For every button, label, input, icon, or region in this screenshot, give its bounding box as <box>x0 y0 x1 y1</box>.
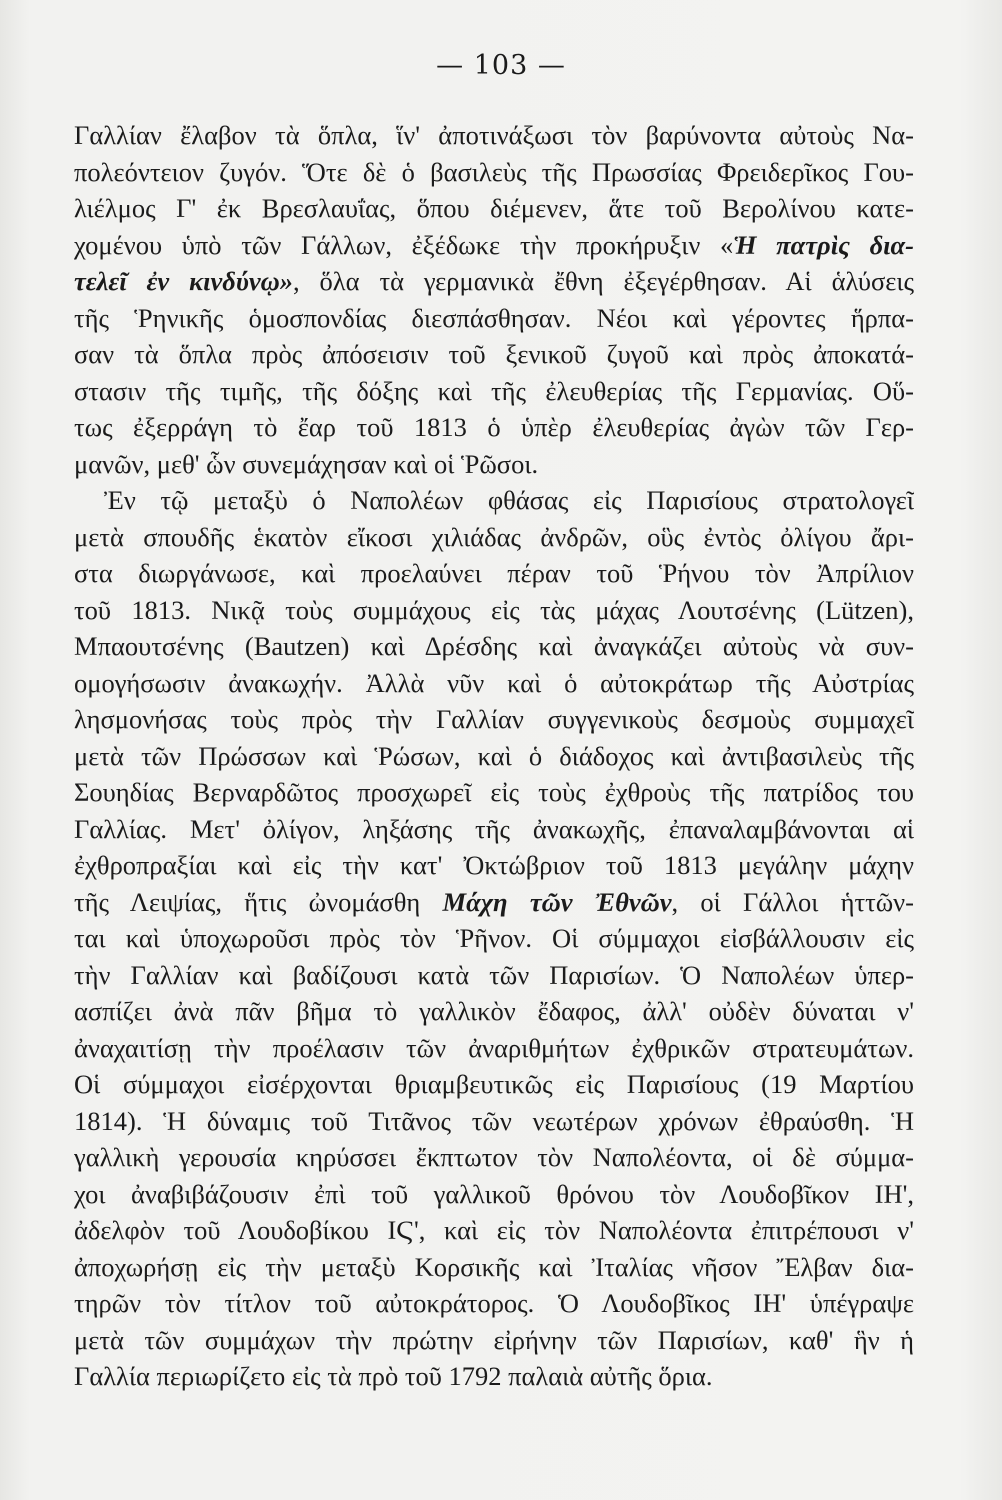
text-run: τὴν Γαλλίαν καὶ βαδίζουσι κατὰ τῶν Παρισίων. Ὁ Ναπολέων ὑπερ- <box>74 959 914 990</box>
text-run: στα διωργάνωσε, καὶ προελαύνει πέραν τοῦ Ῥήνου τὸν Ἀπρίλιον <box>74 558 914 588</box>
text-run: γαλλικὴ γερουσία κηρύσσει ἔκπτωτον τὸν Ναπολέοντα, οἱ δὲ σύμμα- <box>74 1142 914 1172</box>
text-line <box>74 409 914 446</box>
text-run: Σουηδίας Βερναρδῶτος προσχωρεῖ εἰς τοὺς ἐχθροὺς τῆς πατρίδος του <box>74 777 914 807</box>
text-line <box>74 482 914 519</box>
text-line <box>74 1285 914 1322</box>
text-line <box>74 190 914 227</box>
text-line <box>74 738 914 775</box>
text-run: λιέλμος Γ' ἐκ Βρεσλαυΐας, ὅπου διέμενεν, ἅτε τοῦ Βερολίνου κατε- <box>74 193 914 223</box>
text-run: ται καὶ ὑποχωροῦσι πρὸς τὸν Ῥῆνον. Οἱ σύμμαχοι εἰσβάλλουσιν εἰς <box>74 923 914 953</box>
emphasized-phrase: τελεῖ ἐν κινδύνῳ» <box>74 266 293 296</box>
text-line <box>74 665 914 702</box>
text-run: Γαλλίαν ἔλαβον τὰ ὅπλα, ἵν' ἀποτινάξωσι τὸν βαρύνοντα αὐτοὺς Να- <box>74 120 914 150</box>
text-run: μετὰ σπουδῆς ἑκατὸν εἴκοσι χιλιάδας ἀνδρῶν, οὓς ἐντὸς ὀλίγου ἄρι- <box>74 521 914 552</box>
text-line <box>74 446 914 483</box>
text-line <box>74 1322 914 1359</box>
text-line <box>74 373 914 410</box>
text-line <box>74 519 914 556</box>
text-run: ἀδελφὸν τοῦ Λουδοβίκου ΙϚ', καὶ εἰς τὸν Ναπολέοντα ἐπιτρέπουσι ν' <box>74 1215 914 1245</box>
text-line <box>74 300 914 337</box>
text-line <box>74 774 914 811</box>
text-run: σαν τὰ ὅπλα πρὸς ἀπόσεισιν τοῦ ξενικοῦ ζυγοῦ καὶ πρὸς ἀποκατά- <box>74 339 914 369</box>
text-run: 1814). Ἡ δύναμις τοῦ Τιτᾶνος τῶν νεωτέρων χρόνων ἐθραύσθη. Ἡ <box>74 1105 914 1136</box>
text-run: ομογήσωσιν ἀνακωχήν. Ἀλλὰ νῦν καὶ ὁ αὐτοκράτωρ τῆς Αὐστρίας <box>74 667 914 698</box>
text-run: μετὰ τῶν συμμάχων τὴν πρώτην εἰρήνην τῶν Παρισίων, καθ' ἣν ἡ <box>74 1324 914 1355</box>
text-line <box>74 811 914 848</box>
text-line <box>74 592 914 629</box>
text-run: χοι ἀναβιβάζουσιν ἐπὶ τοῦ γαλλικοῦ θρόνου τὸν Λουδοβῖκον ΙΗ', <box>74 1178 914 1209</box>
text-run: τῆς Λειψίας, ἥτις ὠνομάσθη <box>74 886 443 917</box>
text-line <box>74 1030 914 1067</box>
text-line <box>74 701 914 738</box>
text-run: , οἱ Γάλλοι ἡττῶν- <box>671 886 914 917</box>
text-run: χομένου ὑπὸ τῶν Γάλλων, ἐξέδωκε τὴν προκήρυξιν « <box>74 229 734 260</box>
text-run: Ἐν τῷ μεταξὺ ὁ Ναπολέων φθάσας εἰς Παρισίους στρατολογεῖ <box>104 485 914 515</box>
text-run: Γαλλία περιωρίζετο εἰς τὰ πρὸ τοῦ 1792 παλαιὰ αὐτῆς ὅρια. <box>74 1361 713 1391</box>
text-run: τοῦ 1813. Νικᾷ τοὺς συμμάχους εἰς τὰς μάχας Λουτσένης (Lützen), <box>74 594 914 625</box>
emphasized-phrase: Μάχη τῶν Ἐθνῶν <box>442 886 672 917</box>
text-line <box>74 1066 914 1103</box>
text-line <box>74 847 914 884</box>
text-line <box>74 154 914 191</box>
text-run: πολεόντειον ζυγόν. Ὅτε δὲ ὁ βασιλεὺς τῆς Πρωσσίας Φρειδερῖκος Γου- <box>74 156 914 187</box>
text-line <box>74 628 914 665</box>
text-line <box>74 336 914 373</box>
text-run: ἐχθροπραξίαι καὶ εἰς τὴν κατ' Ὀκτώβριον τοῦ 1813 μεγάλην μάχην <box>74 850 914 880</box>
text-run: ασπίζει ἀνὰ πᾶν βῆμα τὸ γαλλικὸν ἔδαφος, ἀλλ' οὐδὲν δύναται ν' <box>74 996 914 1026</box>
text-line <box>74 957 914 994</box>
emphasized-phrase: Ἡ πατρὶς δια- <box>733 229 914 260</box>
text-run: , ὅλα τὰ γερμανικὰ ἔθνη ἐξεγέρθησαν. Αἱ ἁλύσεις <box>293 266 914 296</box>
text-run: ἀναχαιτίσῃ τὴν προέλασιν τῶν ἀναριθμήτων ἐχθρικῶν στρατευμάτων. <box>74 1032 914 1063</box>
text-run: ἀποχωρήσῃ εἰς τὴν μεταξὺ Κορσικῆς καὶ Ἰταλίας νῆσον Ἔλβαν δια- <box>74 1251 914 1282</box>
text-run: τηρῶν τὸν τίτλον τοῦ αὐτοκράτορος. Ὁ Λουδοβῖκος ΙΗ' ὑπέγραψε <box>74 1288 914 1318</box>
text-line <box>74 227 914 264</box>
text-line <box>74 1176 914 1213</box>
text-run: τως ἐξερράγη τὸ ἔαρ τοῦ 1813 ὁ ὑπὲρ ἐλευθερίας ἀγὼν τῶν Γερ- <box>74 412 914 442</box>
text-run: λησμονήσας τοὺς πρὸς τὴν Γαλλίαν συγγενικοὺς δεσμοὺς συμμαχεῖ <box>74 704 914 734</box>
text-run: Γαλλίας. Μετ' ὀλίγον, ληξάσης τῆς ἀνακωχῆς, ἐπαναλαμβάνονται αἱ <box>74 813 914 844</box>
page-number: — 103 — <box>436 50 566 81</box>
text-line <box>74 1358 914 1395</box>
text-run: τῆς Ῥηνικῆς ὁμοσπονδίας διεσπάσθησαν. Νέοι καὶ γέροντες ἥρπα- <box>74 302 914 333</box>
text-run: μετὰ τῶν Πρώσσων καὶ Ῥώσων, καὶ ὁ διάδοχος καὶ ἀντιβασιλεὺς τῆς <box>74 740 914 771</box>
text-line <box>74 1139 914 1176</box>
body-text <box>74 117 914 1395</box>
text-line <box>74 263 914 300</box>
text-line <box>74 1212 914 1249</box>
text-line <box>74 1103 914 1140</box>
text-run: μανῶν, μεθ' ὧν συνεμάχησαν καὶ οἱ Ῥῶσοι. <box>74 448 539 479</box>
text-run: στασιν τῆς τιμῆς, τῆς δόξης καὶ τῆς ἐλευθερίας τῆς Γερμανίας. Οὕ- <box>74 375 914 406</box>
text-line <box>74 117 914 154</box>
text-line <box>74 920 914 957</box>
text-run: Οἱ σύμμαχοι εἰσέρχονται θριαμβευτικῶς εἰς Παρισίους (19 Μαρτίου <box>74 1069 914 1099</box>
text-line <box>74 555 914 592</box>
text-line <box>74 1249 914 1286</box>
text-line <box>74 993 914 1030</box>
text-line <box>74 884 914 921</box>
text-run: Μπαουτσένης (Bautzen) καὶ Δρέσδης καὶ ἀναγκάζει αὐτοὺς νὰ συν- <box>74 631 914 661</box>
